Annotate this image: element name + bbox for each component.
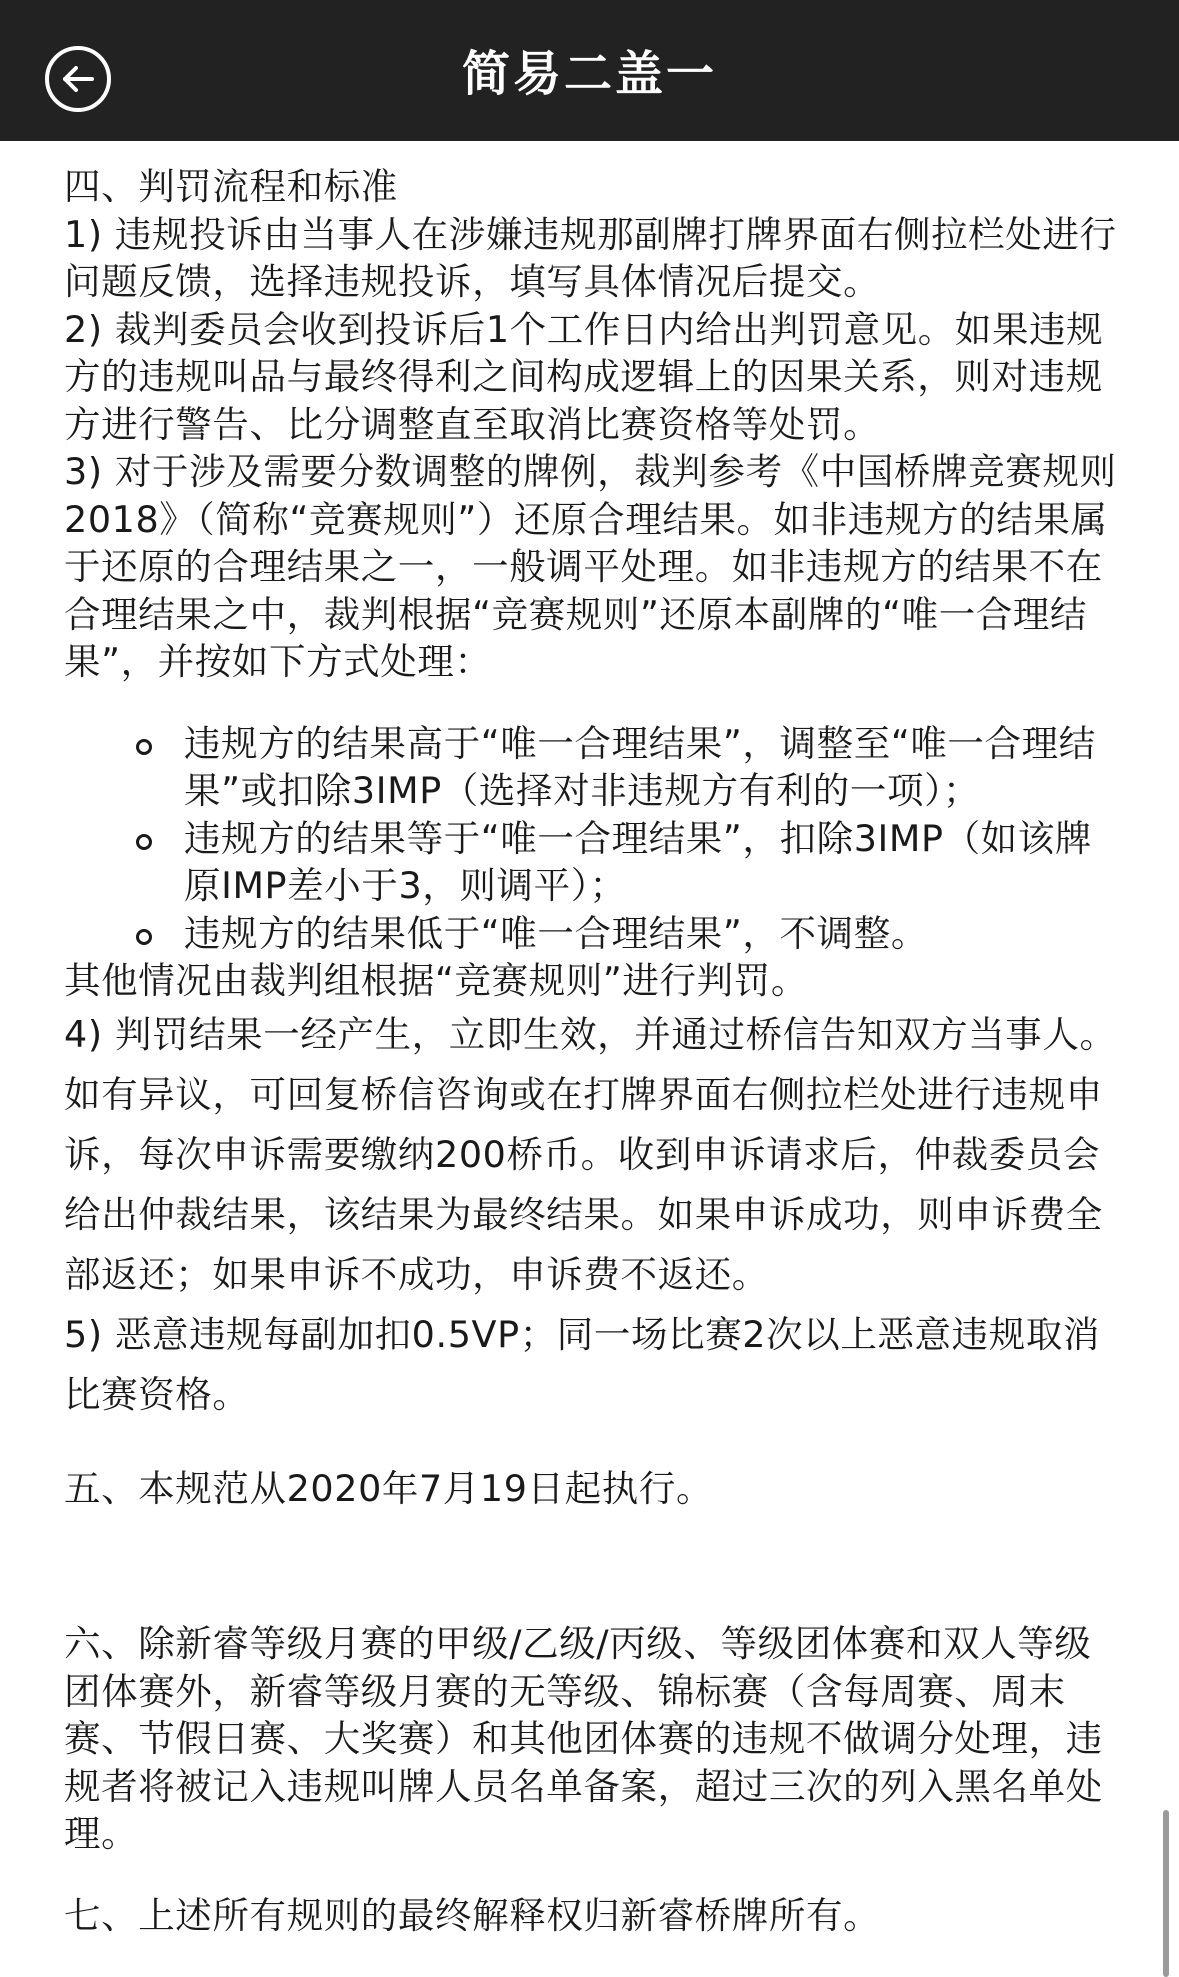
list-item-text: 违规方的结果等于“唯一合理结果”，扣除3IMP（如该牌原IMP差小于3，则调平）； bbox=[184, 816, 1093, 907]
section5-text: 五、本规范从2020年7月19日起执行。 bbox=[64, 1466, 714, 1510]
section4-heading: 四、判罚流程和标准 bbox=[64, 165, 398, 208]
list-item-text: 违规方的结果低于“唯一合理结果”，不调整。 bbox=[184, 911, 928, 955]
page-title: 简易二盖一 bbox=[461, 46, 717, 102]
spacer bbox=[64, 686, 1124, 720]
spacer bbox=[64, 1425, 1124, 1465]
section4-item2: 2) 裁判委员会收到投诉后1个工作日内给出判罚意见。如果违规方的违规叫品与最终得利之间构成逻辑上的因果关系，则对违规方进行警告、比分调整直至取消比赛资格等处罚。 bbox=[64, 307, 1104, 446]
app-header bbox=[0, 0, 1179, 141]
section4-item3: 3) 对于涉及需要分数调整的牌例，裁判参考《中国桥牌竞赛规则2018》（简称“竞赛规则”）还原合理结果。如非违规方的结果属于还原的合理结果之一，一般调平处理。如非违规方的结果不在合理结果之中，裁判根据“竞赛规则”还原本副牌的“唯一合理结果”，并按如下方式处理： bbox=[64, 450, 1117, 683]
bullet-circle-icon bbox=[136, 929, 152, 945]
rules-content bbox=[64, 163, 1124, 1939]
section6-text: 六、除新睿等级月赛的甲级/乙级/丙级、等级团体赛和双人等级团体赛外，新睿等级月赛的无等级、锦标赛（含每周赛、周末赛、节假日赛、大奖赛）和其他团体赛的违规不做调分处理，违规者将被记入违规叫牌人员名单备案，超过三次的列入黑名单处理。 bbox=[64, 1622, 1103, 1855]
section4-item1: 1) 违规投诉由当事人在涉嫌违规那副牌打牌界面右侧拉栏处进行问题反馈，选择违规投诉，填写具体情况后提交。 bbox=[64, 212, 1117, 303]
section4-item5: 5) 恶意违规每副加扣0.5VP；同一场比赛2次以上恶意违规取消比赛资格。 bbox=[64, 1312, 1101, 1416]
list-item-text: 违规方的结果高于“唯一合理结果”，调整至“唯一合理结果”或扣除3IMP（选择对非违规方有利的一项）； bbox=[184, 721, 1096, 812]
adjustment-list bbox=[64, 720, 1124, 958]
list-item bbox=[64, 720, 1124, 815]
scrollbar[interactable] bbox=[1163, 1810, 1169, 1977]
bullet-circle-icon bbox=[136, 739, 152, 755]
spacer bbox=[64, 1858, 1124, 1892]
section7-text: 七、上述所有规则的最终解释权归新睿桥牌所有。 bbox=[64, 1893, 881, 1937]
bullet-circle-icon bbox=[136, 834, 152, 850]
list-item bbox=[64, 910, 1124, 958]
list-item bbox=[64, 815, 1124, 910]
section4-item4: 4) 判罚结果一经产生，立即生效，并通过桥信告知双方当事人。如有异议，可回复桥信咨询或在打牌界面右侧拉栏处进行违规申诉，每次申诉需要缴纳200桥币。收到申诉请求后，仲裁委员会给出仲裁结果，该结果为最终结果。如果申诉成功，则申诉费全部返还；如果申诉不成功，申诉费不返还。 bbox=[64, 1012, 1117, 1296]
spacer bbox=[64, 1512, 1124, 1620]
section4-other: 其他情况由裁判组根据“竞赛规则”进行判罚。 bbox=[64, 959, 808, 1002]
